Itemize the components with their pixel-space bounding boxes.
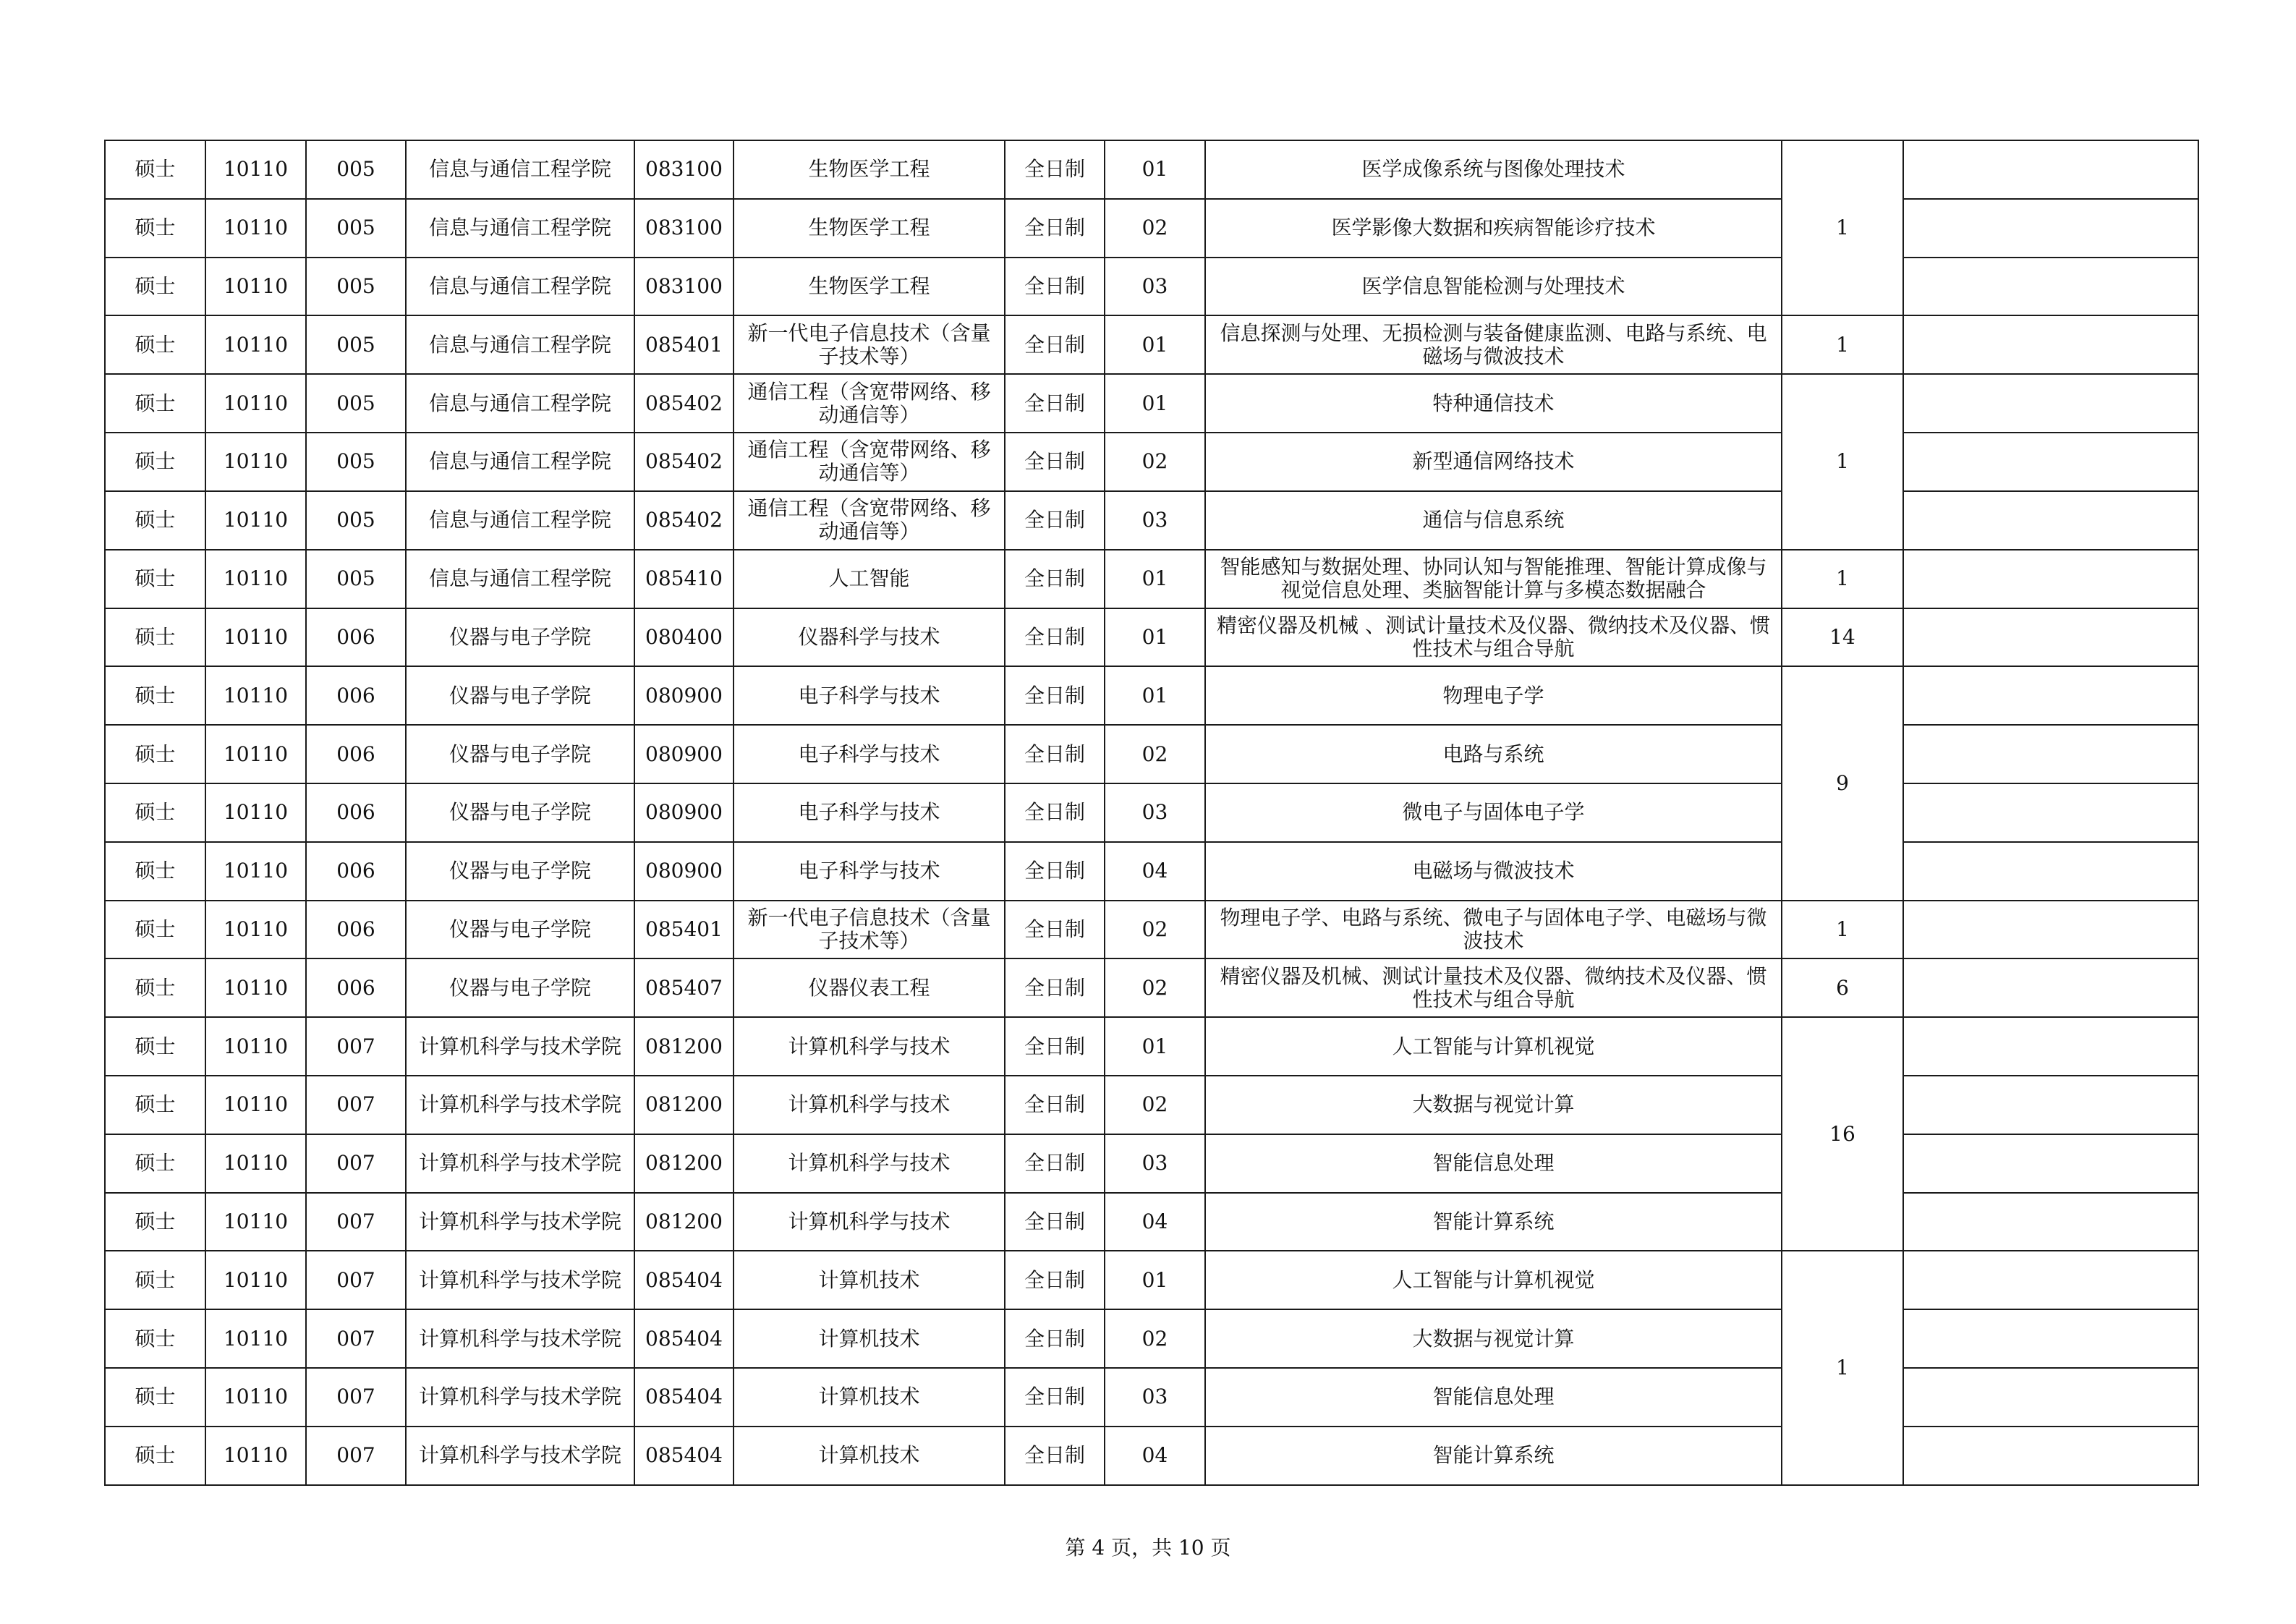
unit-code-cell: 10110 — [205, 1193, 306, 1251]
major-name-cell: 电子科学与技术 — [734, 842, 1005, 901]
unit-code-cell: 10110 — [205, 1134, 306, 1193]
direction-name-cell: 电路与系统 — [1205, 725, 1782, 783]
table-row — [105, 1017, 2198, 1076]
dept-name-cell: 信息与通信工程学院 — [406, 374, 634, 433]
dept-code-cell: 005 — [306, 491, 406, 550]
remarks-cell — [1903, 901, 2198, 959]
study-mode-cell: 全日制 — [1005, 374, 1105, 433]
major-name-cell: 通信工程（含宽带网络、移动通信等） — [734, 491, 1005, 550]
degree-cell: 硕士 — [105, 433, 205, 491]
remarks-cell — [1903, 433, 2198, 491]
remarks-cell — [1903, 958, 2198, 1017]
major-code-cell: 080900 — [634, 842, 734, 901]
table-row — [105, 666, 2198, 725]
major-name-cell: 计算机科学与技术 — [734, 1017, 1005, 1076]
dept-name-cell: 信息与通信工程学院 — [406, 199, 634, 258]
major-name-cell: 仪器仪表工程 — [734, 958, 1005, 1017]
major-code-cell: 081200 — [634, 1193, 734, 1251]
major-code-cell: 080400 — [634, 608, 734, 667]
remarks-cell — [1903, 258, 2198, 316]
study-mode-cell: 全日制 — [1005, 433, 1105, 491]
dept-name-cell: 仪器与电子学院 — [406, 842, 634, 901]
remarks-cell — [1903, 842, 2198, 901]
dept-code-cell: 007 — [306, 1309, 406, 1368]
major-name-cell: 计算机技术 — [734, 1368, 1005, 1427]
major-name-cell: 电子科学与技术 — [734, 725, 1005, 783]
unit-code-cell: 10110 — [205, 491, 306, 550]
dept-code-cell: 007 — [306, 1368, 406, 1427]
major-code-cell: 085401 — [634, 901, 734, 959]
direction-name-cell: 微电子与固体电子学 — [1205, 783, 1782, 842]
unit-code-cell: 10110 — [205, 725, 306, 783]
direction-name-cell: 通信与信息系统 — [1205, 491, 1782, 550]
degree-cell: 硕士 — [105, 550, 205, 608]
major-code-cell: 085402 — [634, 433, 734, 491]
dept-code-cell: 005 — [306, 374, 406, 433]
remarks-cell — [1903, 1017, 2198, 1076]
dept-code-cell: 006 — [306, 842, 406, 901]
dept-code-cell: 006 — [306, 901, 406, 959]
table-row — [105, 608, 2198, 667]
remarks-cell — [1903, 199, 2198, 258]
major-code-cell: 085402 — [634, 374, 734, 433]
dept-code-cell: 005 — [306, 140, 406, 199]
quota-cell: 1 — [1782, 1251, 1903, 1485]
quota-cell: 1 — [1782, 315, 1903, 374]
quota-cell: 14 — [1782, 608, 1903, 667]
dept-name-cell: 计算机科学与技术学院 — [406, 1076, 634, 1134]
direction-name-cell: 大数据与视觉计算 — [1205, 1309, 1782, 1368]
quota-cell: 1 — [1782, 140, 1903, 315]
table-row — [105, 901, 2198, 959]
dept-code-cell: 005 — [306, 199, 406, 258]
unit-code-cell: 10110 — [205, 1309, 306, 1368]
unit-code-cell: 10110 — [205, 901, 306, 959]
direction-code-cell: 03 — [1105, 258, 1205, 316]
degree-cell: 硕士 — [105, 1427, 205, 1485]
unit-code-cell: 10110 — [205, 199, 306, 258]
major-code-cell: 083100 — [634, 140, 734, 199]
degree-cell: 硕士 — [105, 1193, 205, 1251]
study-mode-cell: 全日制 — [1005, 315, 1105, 374]
quota-cell: 9 — [1782, 666, 1903, 900]
direction-code-cell: 02 — [1105, 958, 1205, 1017]
remarks-cell — [1903, 1134, 2198, 1193]
direction-name-cell: 特种通信技术 — [1205, 374, 1782, 433]
study-mode-cell: 全日制 — [1005, 1251, 1105, 1309]
dept-name-cell: 仪器与电子学院 — [406, 901, 634, 959]
major-code-cell: 083100 — [634, 199, 734, 258]
dept-name-cell: 计算机科学与技术学院 — [406, 1427, 634, 1485]
direction-name-cell: 医学成像系统与图像处理技术 — [1205, 140, 1782, 199]
major-code-cell: 083100 — [634, 258, 734, 316]
direction-code-cell: 03 — [1105, 1134, 1205, 1193]
unit-code-cell: 10110 — [205, 1076, 306, 1134]
remarks-cell — [1903, 140, 2198, 199]
dept-name-cell: 信息与通信工程学院 — [406, 140, 634, 199]
dept-name-cell: 仪器与电子学院 — [406, 958, 634, 1017]
degree-cell: 硕士 — [105, 842, 205, 901]
direction-code-cell: 02 — [1105, 725, 1205, 783]
degree-cell: 硕士 — [105, 1309, 205, 1368]
study-mode-cell: 全日制 — [1005, 842, 1105, 901]
degree-cell: 硕士 — [105, 374, 205, 433]
study-mode-cell: 全日制 — [1005, 1017, 1105, 1076]
dept-code-cell: 006 — [306, 783, 406, 842]
direction-code-cell: 01 — [1105, 315, 1205, 374]
direction-name-cell: 人工智能与计算机视觉 — [1205, 1251, 1782, 1309]
direction-name-cell: 医学信息智能检测与处理技术 — [1205, 258, 1782, 316]
remarks-cell — [1903, 666, 2198, 725]
degree-cell: 硕士 — [105, 140, 205, 199]
degree-cell: 硕士 — [105, 783, 205, 842]
remarks-cell — [1903, 491, 2198, 550]
major-code-cell: 080900 — [634, 783, 734, 842]
direction-name-cell: 信息探测与处理、无损检测与装备健康监测、电路与系统、电磁场与微波技术 — [1205, 315, 1782, 374]
table-row — [105, 315, 2198, 374]
major-name-cell: 新一代电子信息技术（含量子技术等） — [734, 315, 1005, 374]
study-mode-cell: 全日制 — [1005, 1309, 1105, 1368]
major-code-cell: 081200 — [634, 1017, 734, 1076]
study-mode-cell: 全日制 — [1005, 140, 1105, 199]
degree-cell: 硕士 — [105, 491, 205, 550]
unit-code-cell: 10110 — [205, 140, 306, 199]
major-name-cell: 电子科学与技术 — [734, 666, 1005, 725]
degree-cell: 硕士 — [105, 725, 205, 783]
unit-code-cell: 10110 — [205, 550, 306, 608]
study-mode-cell: 全日制 — [1005, 491, 1105, 550]
direction-code-cell: 03 — [1105, 783, 1205, 842]
dept-name-cell: 计算机科学与技术学院 — [406, 1309, 634, 1368]
direction-code-cell: 02 — [1105, 199, 1205, 258]
remarks-cell — [1903, 1427, 2198, 1485]
major-name-cell: 计算机科学与技术 — [734, 1134, 1005, 1193]
quota-cell: 16 — [1782, 1017, 1903, 1251]
study-mode-cell: 全日制 — [1005, 666, 1105, 725]
dept-code-cell: 007 — [306, 1076, 406, 1134]
page-number-footer: 第 4 页，共 10 页 — [1065, 1536, 1231, 1560]
direction-name-cell: 电磁场与微波技术 — [1205, 842, 1782, 901]
major-name-cell: 计算机技术 — [734, 1251, 1005, 1309]
major-name-cell: 通信工程（含宽带网络、移动通信等） — [734, 374, 1005, 433]
dept-code-cell: 007 — [306, 1134, 406, 1193]
direction-name-cell: 人工智能与计算机视觉 — [1205, 1017, 1782, 1076]
degree-cell: 硕士 — [105, 1076, 205, 1134]
dept-name-cell: 仪器与电子学院 — [406, 783, 634, 842]
dept-name-cell: 信息与通信工程学院 — [406, 258, 634, 316]
remarks-cell — [1903, 783, 2198, 842]
degree-cell: 硕士 — [105, 1368, 205, 1427]
dept-code-cell: 006 — [306, 666, 406, 725]
major-name-cell: 生物医学工程 — [734, 140, 1005, 199]
dept-code-cell: 007 — [306, 1193, 406, 1251]
direction-code-cell: 02 — [1105, 433, 1205, 491]
direction-name-cell: 精密仪器及机械、测试计量技术及仪器、微纳技术及仪器、惯性技术与组合导航 — [1205, 958, 1782, 1017]
study-mode-cell: 全日制 — [1005, 550, 1105, 608]
dept-name-cell: 信息与通信工程学院 — [406, 491, 634, 550]
unit-code-cell: 10110 — [205, 433, 306, 491]
direction-code-cell: 01 — [1105, 666, 1205, 725]
direction-name-cell: 新型通信网络技术 — [1205, 433, 1782, 491]
dept-code-cell: 005 — [306, 550, 406, 608]
dept-code-cell: 006 — [306, 725, 406, 783]
remarks-cell — [1903, 1251, 2198, 1309]
degree-cell: 硕士 — [105, 958, 205, 1017]
degree-cell: 硕士 — [105, 1134, 205, 1193]
remarks-cell — [1903, 1193, 2198, 1251]
major-code-cell: 081200 — [634, 1134, 734, 1193]
dept-code-cell: 007 — [306, 1427, 406, 1485]
unit-code-cell: 10110 — [205, 783, 306, 842]
remarks-cell — [1903, 550, 2198, 608]
table-row — [105, 1251, 2198, 1309]
degree-cell: 硕士 — [105, 258, 205, 316]
remarks-cell — [1903, 1309, 2198, 1368]
degree-cell: 硕士 — [105, 1251, 205, 1309]
dept-name-cell: 仪器与电子学院 — [406, 725, 634, 783]
major-code-cell: 085402 — [634, 491, 734, 550]
major-code-cell: 085404 — [634, 1309, 734, 1368]
study-mode-cell: 全日制 — [1005, 725, 1105, 783]
major-name-cell: 仪器科学与技术 — [734, 608, 1005, 667]
dept-code-cell: 007 — [306, 1251, 406, 1309]
dept-name-cell: 仪器与电子学院 — [406, 608, 634, 667]
study-mode-cell: 全日制 — [1005, 1427, 1105, 1485]
direction-code-cell: 01 — [1105, 608, 1205, 667]
major-name-cell: 计算机技术 — [734, 1309, 1005, 1368]
study-mode-cell: 全日制 — [1005, 1368, 1105, 1427]
dept-code-cell: 007 — [306, 1017, 406, 1076]
study-mode-cell: 全日制 — [1005, 1134, 1105, 1193]
quota-cell: 6 — [1782, 958, 1903, 1017]
direction-code-cell: 03 — [1105, 1368, 1205, 1427]
table-row — [105, 550, 2198, 608]
unit-code-cell: 10110 — [205, 1251, 306, 1309]
study-mode-cell: 全日制 — [1005, 199, 1105, 258]
dept-name-cell: 计算机科学与技术学院 — [406, 1134, 634, 1193]
unit-code-cell: 10110 — [205, 958, 306, 1017]
remarks-cell — [1903, 608, 2198, 667]
study-mode-cell: 全日制 — [1005, 1076, 1105, 1134]
major-code-cell: 085404 — [634, 1251, 734, 1309]
major-name-cell: 电子科学与技术 — [734, 783, 1005, 842]
degree-cell: 硕士 — [105, 666, 205, 725]
dept-code-cell: 006 — [306, 608, 406, 667]
dept-name-cell: 信息与通信工程学院 — [406, 315, 634, 374]
direction-code-cell: 01 — [1105, 1017, 1205, 1076]
major-code-cell: 080900 — [634, 666, 734, 725]
direction-code-cell: 04 — [1105, 842, 1205, 901]
unit-code-cell: 10110 — [205, 258, 306, 316]
major-name-cell: 计算机科学与技术 — [734, 1076, 1005, 1134]
dept-name-cell: 信息与通信工程学院 — [406, 433, 634, 491]
remarks-cell — [1903, 1368, 2198, 1427]
quota-cell: 1 — [1782, 550, 1903, 608]
direction-name-cell: 智能计算系统 — [1205, 1427, 1782, 1485]
dept-name-cell: 计算机科学与技术学院 — [406, 1368, 634, 1427]
degree-cell: 硕士 — [105, 608, 205, 667]
remarks-cell — [1903, 315, 2198, 374]
direction-name-cell: 医学影像大数据和疾病智能诊疗技术 — [1205, 199, 1782, 258]
direction-name-cell: 大数据与视觉计算 — [1205, 1076, 1782, 1134]
major-name-cell: 人工智能 — [734, 550, 1005, 608]
direction-name-cell: 智能计算系统 — [1205, 1193, 1782, 1251]
degree-cell: 硕士 — [105, 315, 205, 374]
direction-code-cell: 01 — [1105, 1251, 1205, 1309]
study-mode-cell: 全日制 — [1005, 901, 1105, 959]
dept-code-cell: 005 — [306, 258, 406, 316]
unit-code-cell: 10110 — [205, 374, 306, 433]
unit-code-cell: 10110 — [205, 1368, 306, 1427]
major-name-cell: 计算机技术 — [734, 1427, 1005, 1485]
major-name-cell: 新一代电子信息技术（含量子技术等） — [734, 901, 1005, 959]
direction-code-cell: 02 — [1105, 901, 1205, 959]
unit-code-cell: 10110 — [205, 1017, 306, 1076]
direction-code-cell: 04 — [1105, 1193, 1205, 1251]
table-row — [105, 374, 2198, 433]
quota-cell: 1 — [1782, 374, 1903, 549]
major-code-cell: 085401 — [634, 315, 734, 374]
enrollment-table — [104, 140, 2199, 1486]
study-mode-cell: 全日制 — [1005, 958, 1105, 1017]
direction-code-cell: 02 — [1105, 1076, 1205, 1134]
dept-name-cell: 计算机科学与技术学院 — [406, 1251, 634, 1309]
major-code-cell: 085407 — [634, 958, 734, 1017]
unit-code-cell: 10110 — [205, 1427, 306, 1485]
study-mode-cell: 全日制 — [1005, 608, 1105, 667]
direction-code-cell: 03 — [1105, 491, 1205, 550]
unit-code-cell: 10110 — [205, 842, 306, 901]
dept-name-cell: 计算机科学与技术学院 — [406, 1193, 634, 1251]
table-row — [105, 140, 2198, 199]
major-name-cell: 生物医学工程 — [734, 199, 1005, 258]
direction-code-cell: 02 — [1105, 1309, 1205, 1368]
degree-cell: 硕士 — [105, 901, 205, 959]
direction-name-cell: 物理电子学、电路与系统、微电子与固体电子学、电磁场与微波技术 — [1205, 901, 1782, 959]
direction-code-cell: 01 — [1105, 140, 1205, 199]
study-mode-cell: 全日制 — [1005, 1193, 1105, 1251]
major-name-cell: 通信工程（含宽带网络、移动通信等） — [734, 433, 1005, 491]
direction-code-cell: 01 — [1105, 550, 1205, 608]
unit-code-cell: 10110 — [205, 608, 306, 667]
direction-code-cell: 01 — [1105, 374, 1205, 433]
remarks-cell — [1903, 374, 2198, 433]
direction-name-cell: 智能感知与数据处理、协同认知与智能推理、智能计算成像与视觉信息处理、类脑智能计算与多模态数据融合 — [1205, 550, 1782, 608]
dept-name-cell: 信息与通信工程学院 — [406, 550, 634, 608]
quota-cell: 1 — [1782, 901, 1903, 959]
dept-name-cell: 计算机科学与技术学院 — [406, 1017, 634, 1076]
direction-name-cell: 智能信息处理 — [1205, 1368, 1782, 1427]
major-code-cell: 085404 — [634, 1368, 734, 1427]
degree-cell: 硕士 — [105, 199, 205, 258]
major-name-cell: 计算机科学与技术 — [734, 1193, 1005, 1251]
major-code-cell: 081200 — [634, 1076, 734, 1134]
enrollment-table-body — [105, 140, 2198, 1485]
major-code-cell: 085404 — [634, 1427, 734, 1485]
direction-code-cell: 04 — [1105, 1427, 1205, 1485]
remarks-cell — [1903, 1076, 2198, 1134]
unit-code-cell: 10110 — [205, 315, 306, 374]
major-name-cell: 生物医学工程 — [734, 258, 1005, 316]
dept-code-cell: 005 — [306, 433, 406, 491]
dept-code-cell: 006 — [306, 958, 406, 1017]
direction-name-cell: 智能信息处理 — [1205, 1134, 1782, 1193]
direction-name-cell: 精密仪器及机械 、测试计量技术及仪器、微纳技术及仪器、惯性技术与组合导航 — [1205, 608, 1782, 667]
direction-name-cell: 物理电子学 — [1205, 666, 1782, 725]
major-code-cell: 085410 — [634, 550, 734, 608]
remarks-cell — [1903, 725, 2198, 783]
table-row — [105, 958, 2198, 1017]
major-code-cell: 080900 — [634, 725, 734, 783]
study-mode-cell: 全日制 — [1005, 783, 1105, 842]
unit-code-cell: 10110 — [205, 666, 306, 725]
degree-cell: 硕士 — [105, 1017, 205, 1076]
dept-name-cell: 仪器与电子学院 — [406, 666, 634, 725]
study-mode-cell: 全日制 — [1005, 258, 1105, 316]
dept-code-cell: 005 — [306, 315, 406, 374]
